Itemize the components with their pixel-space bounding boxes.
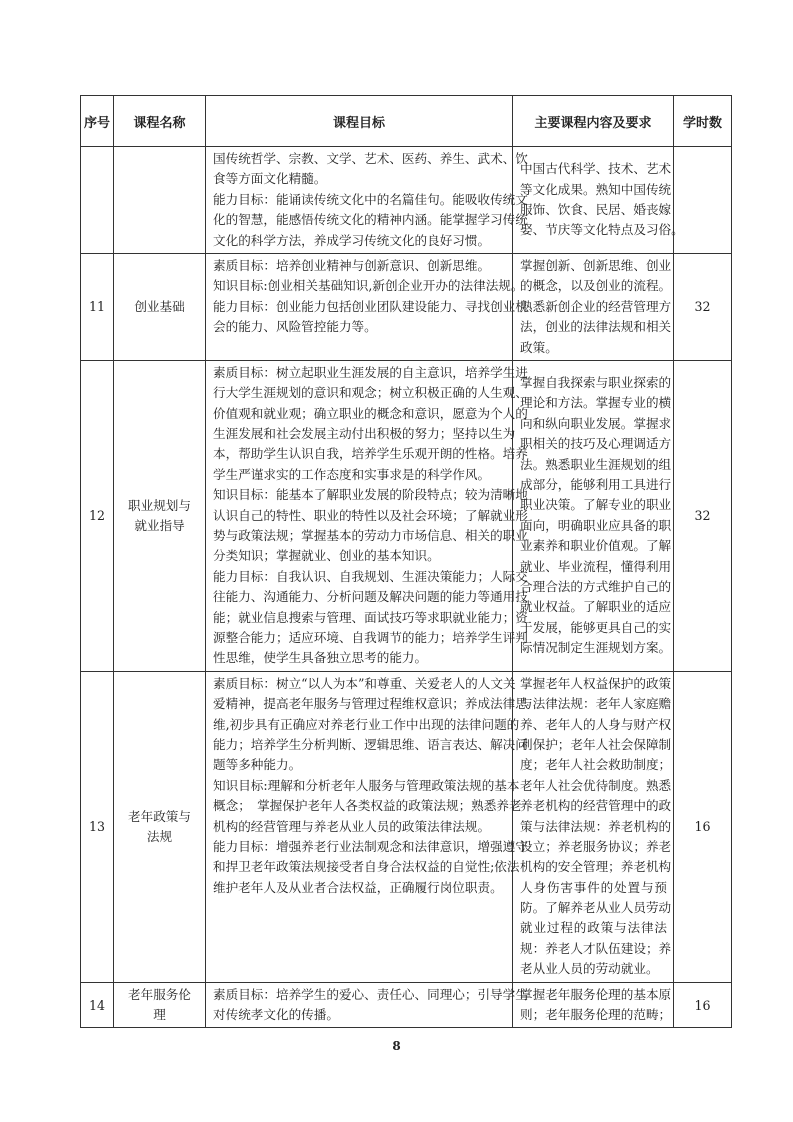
course-name: 老年服务伦理 <box>114 982 206 1028</box>
course-hours: 32 <box>674 360 732 671</box>
text-line: 知识目标:理解和分析老年人服务与管理政策法规的基本 <box>213 777 520 793</box>
text-line: 娶、节庆等文化特点及习俗。 <box>520 222 684 238</box>
text-line: 素质目标：培养创业精神与创新意识、创新思维。 <box>213 257 491 273</box>
text-line: 知识目标：能基本了解职业发展的阶段特点；较为清晰地 <box>213 487 528 503</box>
course-name: 老年政策与法规 <box>114 671 206 982</box>
header-course-goals: 课程目标 <box>206 96 513 147</box>
table-row <box>81 671 732 982</box>
text-line: 能力；培养学生分析判断、逻辑思维、语言表达、解决问 <box>213 736 528 752</box>
text-line: 源整合能力；适应环境、自我调节的能力；培养学生评判 <box>213 629 528 645</box>
course-goals <box>206 360 528 671</box>
text-line: 中国古代科学、技术、艺术 <box>520 161 672 177</box>
text-line: 分类知识；掌握就业、创业的基本知识。 <box>213 548 440 564</box>
course-goals <box>206 253 528 360</box>
text-line: 的概念，以及创业的流程。 <box>520 278 672 294</box>
text-line: 本，帮助学生认识自我，培养学生乐观开朗的性格。培养 <box>213 446 528 462</box>
course-name <box>114 147 206 254</box>
text-line: 机构的经营管理与养老从业人员的政策法律法规。 <box>213 818 491 834</box>
text-line: 熟悉新创企业的经营管理方 <box>520 298 672 314</box>
row-number: 11 <box>81 253 114 360</box>
text-line: 利保护；老年人社会保障制 <box>520 736 672 752</box>
text-line: 学生严谨求实的工作态度和实事求是的科学作风。 <box>213 466 491 482</box>
text-line: 老年人社会优待制度。熟悉 <box>520 777 672 793</box>
text-line: 理论和方法。掌握专业的横 <box>520 395 672 411</box>
text-line: 会的能力、风险管控能力等。 <box>213 319 377 335</box>
text-line: 规：养老人才队伍建设；养 <box>520 940 672 956</box>
row-number: 12 <box>81 360 114 671</box>
text-line: 设立；养老服务协议；养老 <box>520 838 672 854</box>
course-hours: 16 <box>674 982 732 1028</box>
text-line: 行大学生涯规划的意识和观念；树立积极正确的人生观、 <box>213 385 528 401</box>
course-goals <box>206 147 528 254</box>
course-content <box>513 671 674 982</box>
text-line: 文化的科学方法，养成学习传统文化的良好习惯。 <box>213 232 491 248</box>
text-line: 能力目标：增强养老行业法制观念和法律意识，增强遵守 <box>213 838 528 854</box>
text-line: 能力目标：创业能力包括创业团队建设能力、寻找创业机 <box>213 298 528 314</box>
course-hours <box>674 147 732 254</box>
text-line: 机构的安全管理；养老机构 <box>520 859 672 875</box>
text-line: 养、老年人的人身与财产权 <box>520 716 672 732</box>
text-line: 能；就业信息搜索与管理、面试技巧等求职就业能力；资 <box>213 609 528 625</box>
text-line: 素质目标：树立起职业生涯发展的自主意识，培养学生进 <box>213 364 528 380</box>
text-line: 职业决策。了解专业的职业 <box>520 497 672 513</box>
table-header-row <box>81 96 732 147</box>
text-line: 能力目标：能诵读传统文化中的名篇佳句。能吸收传统文 <box>213 191 528 207</box>
table-row <box>81 982 732 1028</box>
text-line: 素质目标：树立“以人为本”和尊重、关爱老人的人文关 <box>213 675 516 691</box>
text-line: 合理合法的方式维护自己的 <box>520 579 672 594</box>
header-hours: 学时数 <box>674 96 732 147</box>
text-line: 国传统哲学、宗教、文学、艺术、医药、养生、武术、饮 <box>213 151 528 166</box>
text-line: 性思维，使学生具备独立思考的能力。 <box>213 650 428 666</box>
table-row <box>81 253 732 360</box>
text-line: 就业、毕业流程，懂得利用 <box>520 558 672 574</box>
text-line: 则；老年服务伦理的范畴； <box>520 1007 672 1023</box>
text-line: 政策。 <box>520 339 558 355</box>
text-line: 法。熟悉职业生涯规划的组 <box>520 456 672 472</box>
text-line: 食等方面文化精髓。 <box>213 171 327 187</box>
text-line: 业素养和职业价值观。了解 <box>520 538 672 554</box>
course-name: 创业基础 <box>114 253 206 360</box>
text-line: 价值观和就业观；确立职业的概念和意识，愿意为个人的 <box>213 405 528 421</box>
text-line: 职相关的技巧及心理调适方 <box>520 436 672 452</box>
table-row <box>81 360 732 671</box>
text-line: 和捍卫老年政策法规接受者自身合法权益的自觉性;依法 <box>213 859 520 875</box>
text-line: 概念； 掌握保护老年人各类权益的政策法规；熟悉养老 <box>213 798 522 814</box>
header-no: 序号 <box>81 96 114 147</box>
row-number: 13 <box>81 671 114 982</box>
text-line: 往能力、沟通能力、分析问题及解决问题的能力等通用技 <box>213 589 528 605</box>
course-content <box>513 360 674 671</box>
text-line: 人身伤害事件的处置与预 <box>520 879 667 895</box>
text-line: 对传统孝文化的传播。 <box>213 1007 339 1023</box>
header-course-name: 课程名称 <box>114 96 206 147</box>
text-line: 掌握老年服务伦理的基本原 <box>520 986 672 1002</box>
course-name: 职业规划与就业指导 <box>114 360 206 671</box>
text-line: 向和纵向职业发展。掌握求 <box>520 415 672 431</box>
text-line: 生涯发展和社会发展主动付出积极的努力；坚持以生为 <box>213 426 516 442</box>
text-line: 成部分，能够利用工具进行 <box>520 477 672 493</box>
text-line: 掌握自我探索与职业探索的 <box>520 375 672 391</box>
header-course-content: 主要课程内容及要求 <box>513 96 674 147</box>
course-content <box>513 253 674 360</box>
text-line: 认识自己的特性、职业的特性以及社会环境；了解就业形 <box>213 507 528 523</box>
text-line: 掌握老年人权益保护的政策 <box>520 675 672 691</box>
text-line: 法，创业的法律法规和相关 <box>520 319 672 335</box>
row-number: 14 <box>81 982 114 1028</box>
text-line: 际情况制定生涯规划方案。 <box>520 640 672 656</box>
course-goals <box>206 671 528 982</box>
text-line: 能力目标：自我认识、自我规划、生涯决策能力；人际交 <box>213 568 528 584</box>
text-line: 化的智慧，能感悟传统文化的精神内涵。能掌握学习传统 <box>213 212 528 228</box>
text-line: 就业权益。了解职业的适应 <box>520 599 672 615</box>
text-line: 维,初步具有正确应对养老行业工作中出现的法律问题的 <box>213 716 520 732</box>
row-number <box>81 147 114 254</box>
text-line: 养老机构的经营管理中的政 <box>520 798 672 814</box>
text-line: 于发展，能够更具自己的实 <box>520 619 672 635</box>
text-line: 服饰、饮食、民居、婚丧嫁 <box>520 201 672 217</box>
course-content <box>513 982 674 1028</box>
text-line: 防。了解养老从业人员劳动 <box>520 900 672 916</box>
text-line: 知识目标:创业相关基础知识,新创企业开办的法律法规。 <box>213 278 524 294</box>
course-hours: 32 <box>674 253 732 360</box>
text-line: 就业过程的政策与法律法 <box>520 920 667 936</box>
text-line: 策与法律法规：养老机构的 <box>520 818 672 834</box>
text-line: 老从业人员的劳动就业。 <box>520 961 659 977</box>
course-hours: 16 <box>674 671 732 982</box>
text-line: 面向，明确职业应具备的职 <box>520 517 672 533</box>
text-line: 维护老年人及从业者合法权益，正确履行岗位职责。 <box>213 879 503 895</box>
text-line: 等文化成果。熟知中国传统 <box>520 181 672 197</box>
text-line: 爱精神，提高老年服务与管理过程维权意识；养成法律思 <box>213 696 528 712</box>
text-line: 题等多种能力。 <box>213 757 302 773</box>
text-line: 势与政策法规；掌握基本的劳动力市场信息、相关的职业 <box>213 528 528 544</box>
text-line: 度；老年人社会救助制度； <box>520 757 672 773</box>
table-row <box>81 147 732 254</box>
text-line: 与法律法规：老年人家庭赡 <box>520 696 672 712</box>
course-content <box>513 147 684 254</box>
course-table <box>80 95 732 1028</box>
page-number: 8 <box>392 1039 401 1053</box>
course-goals <box>206 982 528 1028</box>
text-line: 素质目标：培养学生的爱心、责任心、同理心；引导学生 <box>213 986 528 1002</box>
text-line: 掌握创新、创新思维、创业 <box>520 257 672 273</box>
